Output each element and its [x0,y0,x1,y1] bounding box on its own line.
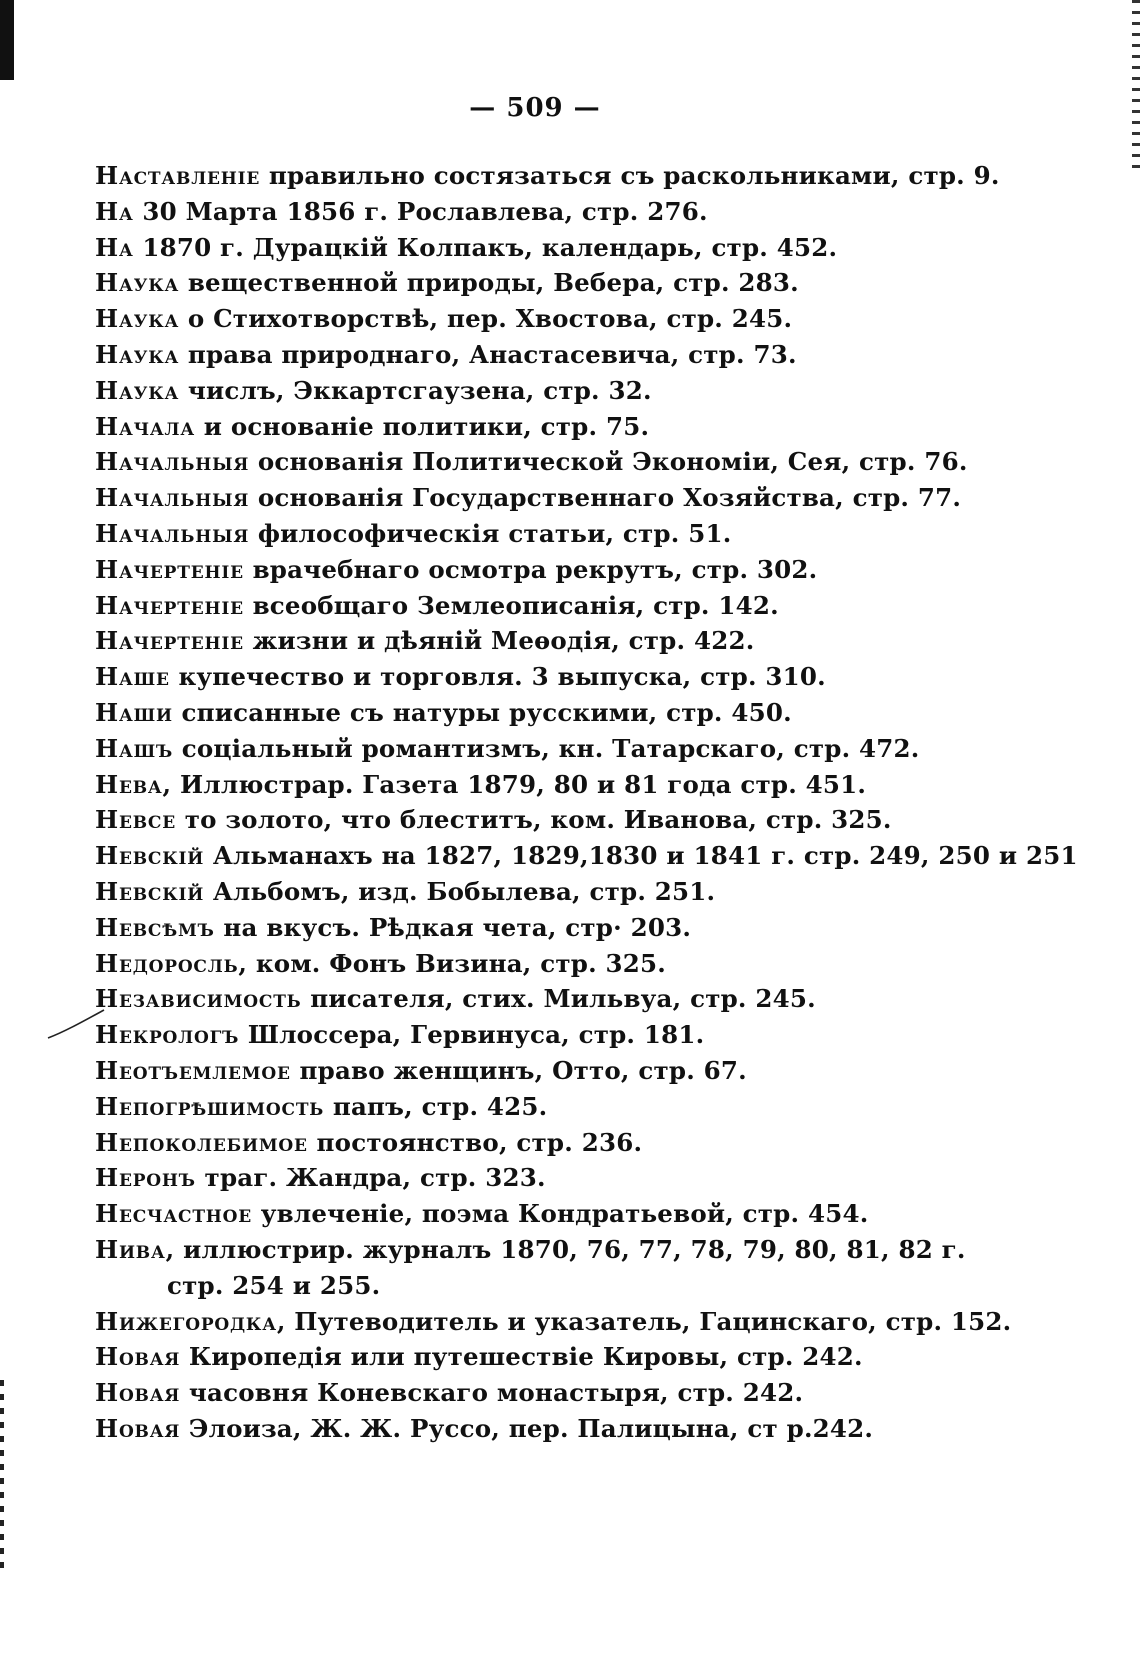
index-entry [95,480,1105,516]
index-entry [95,838,1105,874]
entry-headword: На [95,196,134,226]
entry-text: основанiя Государственнаго Хозяйства, стр. 77. [249,483,962,513]
index-entry [95,337,1105,373]
entry-text: часовня Коневскаго монастыря, стр. 242. [180,1378,804,1408]
entry-headword: Наука [95,304,180,334]
entry-text: Альбомъ, изд. Бобылева, стр. 251. [204,876,716,906]
scan-edge-mark [0,1380,4,1570]
index-entry [95,946,1105,982]
entry-headword: Нашъ [95,733,174,763]
entry-headword: Неронъ [95,1163,196,1193]
entry-headword: Недоросль [95,948,239,978]
entry-headword: Нижегородка [95,1306,277,1336]
index-entry [95,1053,1105,1089]
entry-headword: Невскiй [95,841,205,871]
entry-headword: Невскiй [95,876,205,906]
entry-text: постоянство, стр. 236. [307,1127,643,1157]
entry-headword: Независимость [95,984,302,1014]
entry-text: списанные съ натуры русскими, стр. 450. [172,697,792,727]
index-entry [95,623,1105,659]
index-entry [95,1232,1105,1268]
index-entry [95,910,1105,946]
index-entry [95,659,1105,695]
entry-text: , иллюстрир. журналъ 1870, 76, 77, 78, 79, 80, 81, 82 г. [165,1234,966,1264]
entry-headword: Начала [95,411,196,441]
index-entry [95,409,1105,445]
entry-text: философическiя статьи, стр. 51. [249,518,732,548]
entry-text: врачебнаго осмотра рекрутъ, стр. 302. [243,554,818,584]
entry-text: писателя, стих. Мильвуа, стр. 245. [301,984,816,1014]
entry-headword: Наше [95,662,170,692]
entry-headword: Начертенiе [95,626,244,656]
index-entry [95,194,1105,230]
index-entry [95,301,1105,337]
entry-headword: Начертенiе [95,590,244,620]
scan-edge-mark [1132,0,1140,170]
entry-text: папъ, стр. 425. [324,1091,548,1121]
entry-text: увлеченiе, поэма Кондратьевой, стр. 454. [252,1199,869,1229]
entry-text: Элоиза, Ж. Ж. Руссо, пер. Палицына, ст р.242. [180,1413,874,1443]
entry-text: жизни и дѣянiй Меѳодiя, стр. 422. [243,626,755,656]
index-entry [95,552,1105,588]
entry-text: правильно состязаться съ раскольниками, стр. 9. [260,161,1000,190]
index-entry [95,516,1105,552]
index-entry [95,1017,1105,1053]
index-entry [95,588,1105,624]
entry-headword: Некрологъ [95,1020,240,1050]
entry-text: на вкусъ. Рѣдкая чета, стр· 203. [214,912,692,942]
entry-headword: Новая [95,1378,181,1408]
entry-text: основанiя Политической Экономiи, Сея, стр. 76. [249,447,968,477]
entry-text: о Стихотворствѣ, пер. Хвостова, стр. 245. [179,304,793,334]
entry-headword: Наука [95,375,180,405]
index-entry [95,265,1105,301]
index-entry [95,444,1105,480]
index-entry [95,1125,1105,1161]
index-entry [95,695,1105,731]
index-entry [95,1089,1105,1125]
entry-text: Шлоссера, Гервинуса, стр. 181. [239,1020,705,1050]
entry-headword: Неотъемлемое [95,1055,291,1085]
index-entry [95,802,1105,838]
entry-text: 1870 г. Дурацкiй Колпакъ, календарь, стр. 452. [133,232,838,262]
scan-edge-mark [0,0,14,80]
entry-headword: Несчастное [95,1199,253,1229]
index-entry-list [95,158,1105,1447]
index-entry [95,158,1105,194]
index-entry [95,1375,1105,1411]
entry-text: , ком. Фонъ Визина, стр. 325. [238,948,667,978]
entry-text: Киропедiя или путешествiе Кировы, стр. 242. [180,1342,863,1372]
index-entry [95,1411,1105,1447]
entry-text: траг. Жандра, стр. 323. [195,1163,546,1193]
entry-text: право женщинъ, Отто, стр. 67. [290,1055,747,1085]
index-entry [95,731,1105,767]
entry-headword: Наши [95,697,173,727]
page-number: — 509 — [469,93,601,123]
index-entry [95,767,1105,803]
entry-headword: Наука [95,339,180,369]
entry-headword: На [95,232,134,262]
entry-headword: Нева [95,769,163,799]
index-entry [95,981,1105,1017]
entry-text: и основанiе политики, стр. 75. [195,411,650,441]
entry-headword: Наставленiе [95,161,261,190]
entry-text: всеобщаго Землеописанiя, стр. 142. [243,590,779,620]
entry-headword: Начальныя [95,447,250,477]
entry-text: вещественной природы, Вебера, стр. 283. [179,268,799,298]
entry-headword: Невсѣмъ [95,912,215,942]
index-entry [95,874,1105,910]
entry-headword: Невсе [95,805,176,835]
entry-text: стр. 254 и 255. [167,1270,381,1300]
entry-headword: Новая [95,1342,181,1372]
entry-headword: Нива [95,1234,166,1264]
index-entry [95,1196,1105,1232]
entry-headword: Начальныя [95,483,250,513]
entry-text: , Иллюстрар. Газета 1879, 80 и 81 года стр. 451. [162,769,867,799]
index-entry [95,1304,1105,1340]
entry-text: купечество и торговля. 3 выпуска, стр. 310. [169,662,826,692]
entry-text: то золото, что блеститъ, ком. Иванова, стр. 325. [175,805,892,835]
entry-text: Альманахъ на 1827, 1829,1830 и 1841 г. стр. 249, 250 и 251 [204,841,1078,871]
index-entry [95,373,1105,409]
index-entry [95,1339,1105,1375]
entry-text: 30 Марта 1856 г. Рославлева, стр. 276. [133,196,708,226]
index-entry [95,230,1105,266]
entry-headword: Начальныя [95,518,250,548]
entry-headword: Наука [95,268,180,298]
entry-text: числъ, Эккартсгаузена, стр. 32. [179,375,652,405]
entry-text: права природнаго, Анастасевича, стр. 73. [179,339,797,369]
entry-headword: Начертенiе [95,554,244,584]
entry-text: соцiальный романтизмъ, кн. Татарскаго, стр. 472. [173,733,920,763]
entry-headword: Непоколебимое [95,1127,308,1157]
entry-text: , Путеводитель и указатель, Гацинскаго, стр. 152. [276,1306,1012,1336]
entry-headword: Новая [95,1413,181,1443]
entry-headword: Непогрѣшимость [95,1091,325,1121]
index-entry [95,1160,1105,1196]
index-entry [95,1268,1105,1304]
